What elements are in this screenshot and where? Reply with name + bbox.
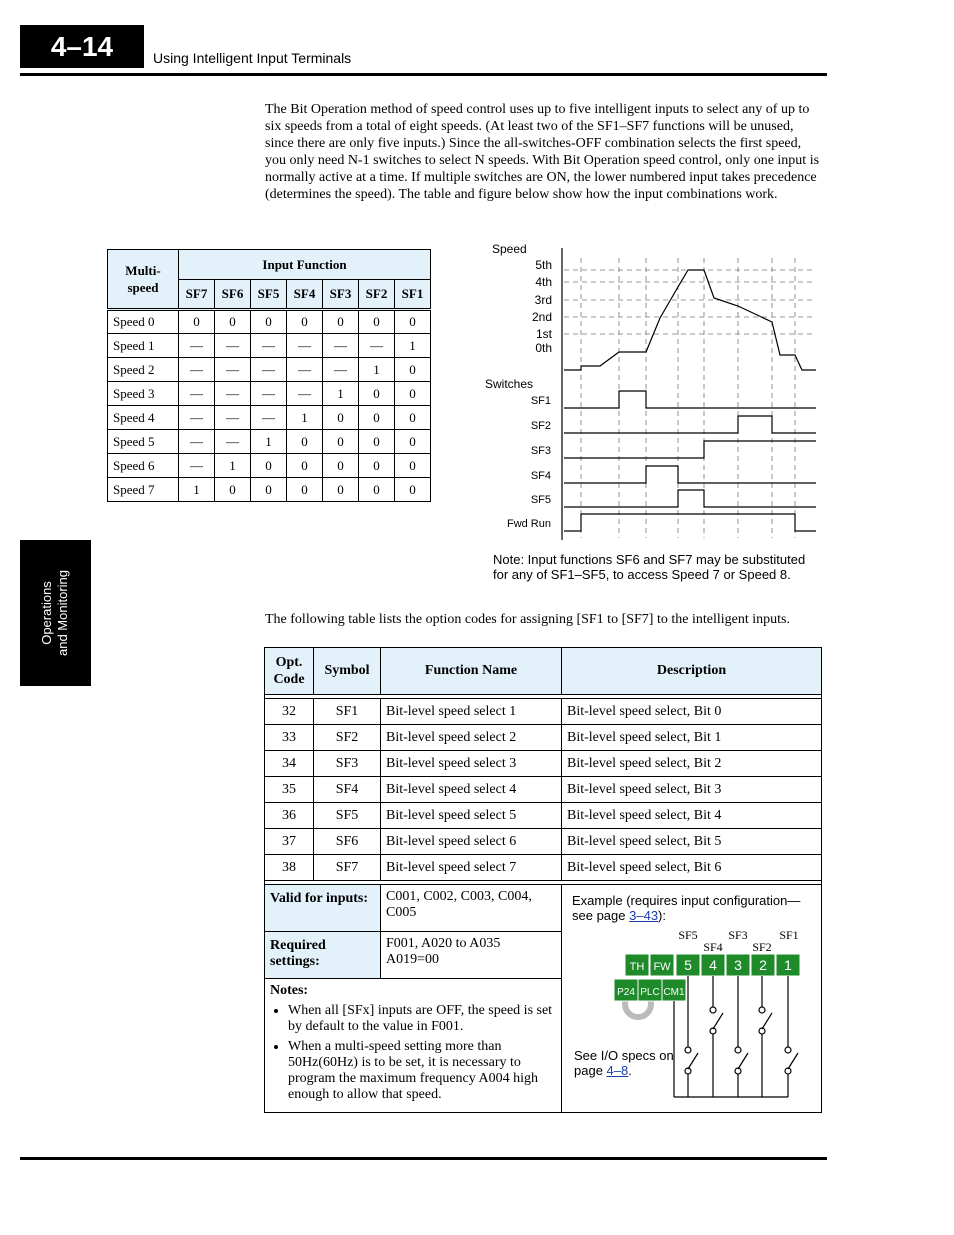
function-name-cell: Bit-level speed select 1 [381,699,562,725]
table-row [108,358,431,382]
table-row [108,382,431,406]
valid-inputs-label: Valid for inputs: [265,885,381,932]
table-cell: 0 [179,310,215,334]
multispeed-table-body [108,310,431,502]
symbol-cell: SF4 [314,777,381,803]
table-cell: 0 [359,310,395,334]
speed-level-label: 2nd [531,310,552,324]
table-cell: 0 [287,454,323,478]
table-cell: — [215,334,251,358]
example-caption [572,893,808,923]
table-cell: 0 [215,478,251,502]
description-cell: Bit-level speed select, Bit 3 [562,777,822,803]
function-name-header: Function Name [381,648,562,695]
table-cell: — [323,358,359,382]
speed-level-label: 4th [535,275,552,289]
table-row [108,406,431,430]
table-cell: — [215,406,251,430]
function-name-cell: Bit-level speed select 7 [381,855,562,881]
table-cell: 0 [251,310,287,334]
description-cell: Bit-level speed select, Bit 0 [562,699,822,725]
table-cell: 0 [359,406,395,430]
notes-title: Notes: [270,983,309,998]
description-cell: Bit-level speed select, Bit 1 [562,725,822,751]
table-cell: 0 [395,382,431,406]
table-cell: — [251,382,287,406]
terminal-wiring-diagram [562,927,811,1117]
io-specs-tail: . [628,1063,632,1078]
table-cell: 0 [395,478,431,502]
table-cell: — [179,382,215,406]
table-cell: 0 [395,430,431,454]
terminal-5 [676,954,700,976]
table-cell: — [251,334,287,358]
table-cell: 0 [215,310,251,334]
input-function-header: Input Function [179,250,431,280]
description-cell: Bit-level speed select, Bit 2 [562,751,822,777]
opt-code-cell: 38 [265,855,314,881]
table-cell: 0 [323,478,359,502]
svg-text:4: 4 [709,957,717,973]
terminal-function-label: SF2 [752,940,772,954]
svg-text:TH: TH [629,961,645,973]
table-cell: 0 [359,478,395,502]
timing-chart [482,238,822,548]
table-cell: — [287,334,323,358]
speed-level-label: 0th [535,341,552,355]
svg-text:P24: P24 [617,987,635,998]
table-row [108,430,431,454]
io-specs-caption [574,1048,684,1078]
description-cell: Bit-level speed select, Bit 6 [562,855,822,881]
table-cell: 0 [359,430,395,454]
description-cell: Bit-level speed select, Bit 4 [562,803,822,829]
description-cell: Bit-level speed select, Bit 5 [562,829,822,855]
table-cell: — [287,358,323,382]
signal-label: Fwd Run [506,518,551,530]
input-header-sf4: SF4 [287,280,323,310]
signal-label: SF4 [530,470,551,482]
table-cell: — [179,358,215,382]
speed-level-label: 5th [535,258,552,272]
terminal-th [625,954,649,976]
chart-note: Note: Input functions SF6 and SF7 may be substituted for any of SF1–SF5, to access Speed 7 or Speed 8. [493,552,806,582]
table-row [265,699,822,725]
description-header: Description [562,648,822,695]
signal-label: SF1 [530,395,551,407]
table-cell: 0 [359,454,395,478]
speed-axis-label: Speed [492,242,527,256]
example-cell [562,885,822,1113]
side-tab-line2: and Monitoring [55,570,70,656]
table-cell: 0 [323,406,359,430]
speed-level-label: 1st [535,327,552,341]
symbol-cell: SF5 [314,803,381,829]
multispeed-col-header [108,250,179,310]
table-cell: — [179,430,215,454]
terminal-1 [776,954,800,976]
opt-code-cell: 37 [265,829,314,855]
function-name-cell: Bit-level speed select 2 [381,725,562,751]
table-row [108,310,431,334]
table-cell: 0 [395,454,431,478]
header-rule [20,73,827,76]
terminal-4 [701,954,725,976]
signal-label: SF5 [530,494,551,506]
io-specs-page-link[interactable]: 4–8 [606,1063,629,1078]
notes-cell [265,979,562,1113]
switch-contact [785,1047,791,1053]
page-number: 4–14 [20,25,144,68]
switch-blade [688,1053,698,1069]
symbol-cell: SF1 [314,699,381,725]
side-tab-line1: Operations [39,581,54,645]
table-cell: — [215,358,251,382]
option-table-body [265,699,822,881]
speed-label: Speed 6 [108,454,179,478]
terminal-function-label: SF4 [703,940,723,954]
symbol-cell: SF7 [314,855,381,881]
table-cell: 0 [323,454,359,478]
switches-label: Switches [485,377,534,391]
input-header-sf7: SF7 [179,280,215,310]
signal-label: SF2 [530,420,551,432]
terminal-function-label: SF5 [678,928,698,942]
terminal-p24 [614,979,638,1001]
multispeed-table [107,249,431,502]
opt-code-cell: 34 [265,751,314,777]
table-cell: — [251,406,287,430]
signal-waveform [564,490,816,507]
option-code-table [264,647,822,1113]
opt-code-cell: 35 [265,777,314,803]
table-cell: 1 [323,382,359,406]
table-cell: — [215,430,251,454]
table-row [265,725,822,751]
switch-blade [713,1013,723,1029]
table-row [265,829,822,855]
speed-level-label: 3rd [534,293,552,307]
table-cell: 0 [395,310,431,334]
valid-inputs-value: C001, C002, C003, C004, C005 [381,885,562,932]
svg-text:PLC: PLC [640,987,660,998]
symbol-cell: SF6 [314,829,381,855]
table-cell: 0 [287,430,323,454]
table-cell: — [323,334,359,358]
signal-waveform [564,514,816,531]
symbol-cell: SF3 [314,751,381,777]
symbol-header: Symbol [314,648,381,695]
input-header-sf6: SF6 [215,280,251,310]
opt-code-header: Opt. Code [265,648,314,695]
svg-text:3: 3 [734,957,742,973]
terminal-2 [751,954,775,976]
table-row [265,777,822,803]
table-cell: — [179,406,215,430]
speed-label: Speed 1 [108,334,179,358]
speed-label: Speed 7 [108,478,179,502]
svg-text:2: 2 [759,957,767,973]
input-header-sf1: SF1 [395,280,431,310]
table-cell: — [287,382,323,406]
table-cell: 0 [359,382,395,406]
table-cell: 0 [395,406,431,430]
input-header-sf5: SF5 [251,280,287,310]
terminal-plc [638,979,662,1001]
input-header-sf3: SF3 [323,280,359,310]
svg-text:CM1: CM1 [663,987,685,998]
header-title: Using Intelligent Input Terminals [153,50,352,66]
table-cell: — [215,382,251,406]
speed-label: Speed 0 [108,310,179,334]
table-cell: 0 [395,358,431,382]
terminal-cm1 [662,979,686,1001]
example-tail: ): [658,908,666,923]
switch-blade [738,1053,748,1069]
function-name-cell: Bit-level speed select 6 [381,829,562,855]
table-cell: — [359,334,395,358]
terminal-function-label: SF3 [728,928,748,942]
speed-waveform [564,270,816,370]
switch-blade [788,1053,798,1069]
speed-label: Speed 2 [108,358,179,382]
speed-label: Speed 5 [108,430,179,454]
table-cell: 1 [215,454,251,478]
intro-paragraph: The Bit Operation method of speed control uses up to five intelligent inputs to select any of up to six speeds from a total of eight speeds. (At least two of the SF1–SF7 functions will be unused, since there are only five inputs.) Since the all-switches-OFF combination selects the first speed, you only need N-1 switches to select N speeds. With Bit Operation speed control, only one input is normally active at a time. If multiple switches are ON, the lower numbered input takes precedence (determines the speed). The table and figure below show how the input combinations work. [265,102,820,202]
svg-text:1: 1 [784,957,792,973]
svg-text:5: 5 [684,957,692,973]
switch-contact [735,1047,741,1053]
io-specs-text: See I/O specs on page [574,1048,674,1078]
table-row [108,478,431,502]
table-cell: 0 [251,478,287,502]
table-cell: — [251,358,287,382]
required-settings-label: Required settings: [265,932,381,979]
table-cell: 1 [287,406,323,430]
input-header-sf2: SF2 [359,280,395,310]
example-text: Example (requires input configuration—see page [572,893,801,923]
function-name-cell: Bit-level speed select 5 [381,803,562,829]
side-tab-label [39,540,71,686]
note-item: • When a multi-speed setting more than 50Hz(60Hz) is to be set, it is necessary to program the maximum frequency A004 high enough to allow that speed. [288,1039,556,1103]
table-cell: — [179,454,215,478]
opt-code-cell: 33 [265,725,314,751]
svg-text:FW: FW [653,961,671,973]
table-cell: 0 [323,310,359,334]
opt-code-cell: 32 [265,699,314,725]
table-cell: 0 [287,310,323,334]
table-cell: — [179,334,215,358]
notes-list [270,1003,556,1103]
multispeed-col-header-text: Multi-speed [125,263,161,295]
switch-blade [762,1013,772,1029]
signal-label: SF3 [530,445,551,457]
function-name-cell: Bit-level speed select 3 [381,751,562,777]
switch-contact [759,1007,765,1013]
signal-waveform [564,466,816,483]
switch-contact [710,1007,716,1013]
option-table-intro: The following table lists the option codes for assigning [SF1 to [SF7] to the intelligent inputs. [265,612,790,627]
table-row [265,803,822,829]
speed-label: Speed 3 [108,382,179,406]
signal-waveform [564,391,816,408]
switch-contact [685,1047,691,1053]
function-name-cell: Bit-level speed select 4 [381,777,562,803]
table-cell: 1 [359,358,395,382]
opt-code-cell: 36 [265,803,314,829]
signal-waveform [564,441,816,458]
table-cell: 1 [395,334,431,358]
table-cell: 0 [287,478,323,502]
example-page-link[interactable]: 3–43 [629,908,659,923]
table-row [265,855,822,881]
table-row [108,454,431,478]
table-cell: 0 [323,430,359,454]
table-cell: 1 [179,478,215,502]
speed-label: Speed 4 [108,406,179,430]
table-row [108,334,431,358]
terminal-3 [726,954,750,976]
footer-rule [20,1157,827,1160]
table-row [265,751,822,777]
terminal-fw [650,954,674,976]
table-cell: 1 [251,430,287,454]
signal-waveform [564,416,816,433]
terminal-function-label: SF1 [779,928,799,942]
required-settings-value: F001, A020 to A035 A019=00 [381,932,562,979]
note-item: • When all [SFx] inputs are OFF, the speed is set by default to the value in F001. [288,1003,556,1035]
symbol-cell: SF2 [314,725,381,751]
table-cell: 0 [251,454,287,478]
